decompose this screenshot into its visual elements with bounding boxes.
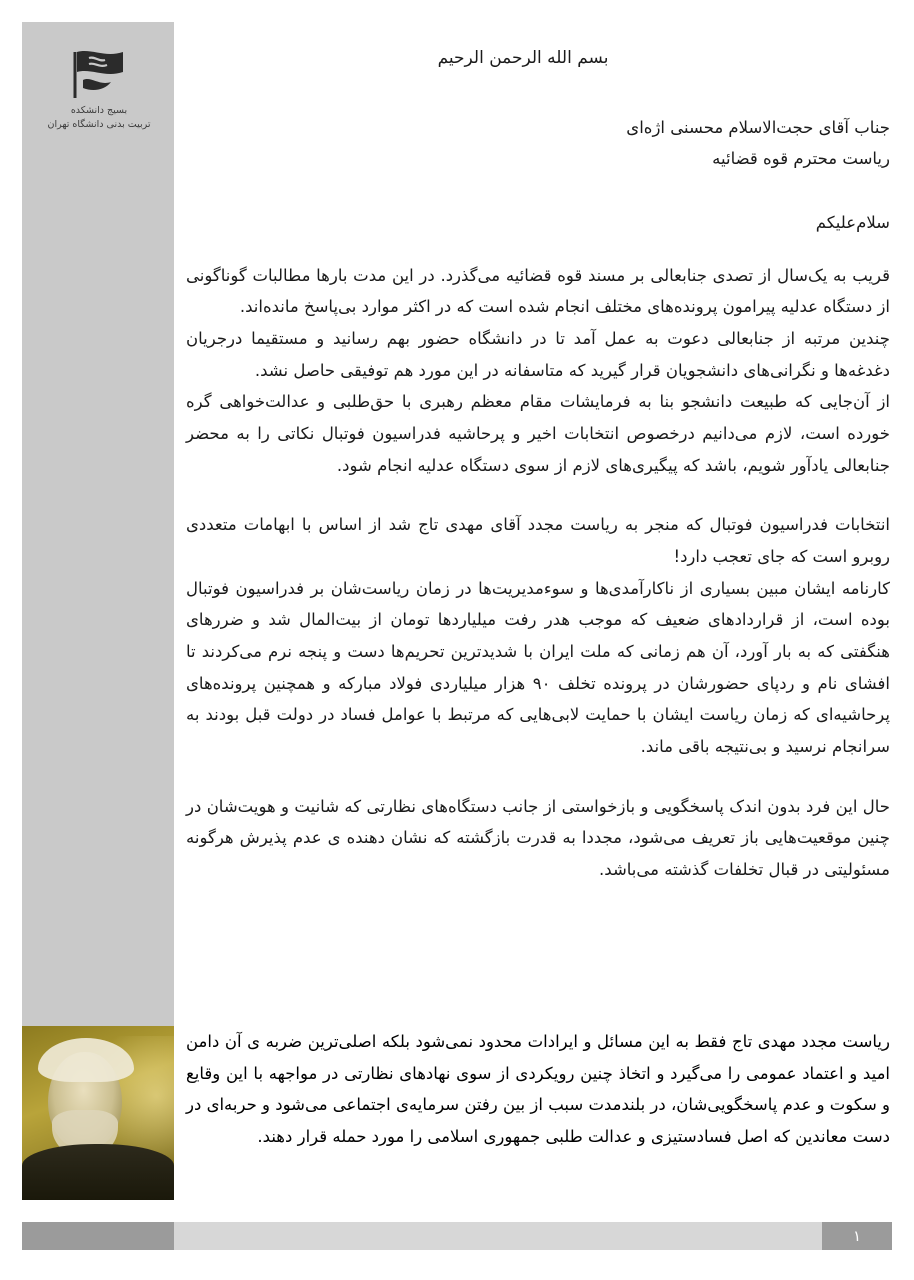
footer-segment-middle: [174, 1222, 822, 1250]
letterhead-caption-line2: تربیت بدنی دانشگاه تهران: [47, 119, 151, 130]
letter-body: [186, 30, 890, 886]
paragraph: چندین مرتبه از جنابعالی دعوت به عمل آمد تا در دانشگاه حضور بهم رسانید و مستقیما درجریان دغدغه‌ها و نگرانی‌های دانشجویان قرار گیرید که متاسفانه در این مورد هم توفیقی حاصل نشد.: [186, 329, 890, 380]
letterhead-caption: [48, 104, 151, 133]
paragraph: حال این فرد بدون اندک پاسخگویی و بازخواستی از جانب دستگاه‌های نظارتی که شانیت و هویت‌شان در چنین موقعیت‌هایی باز تعریف می‌شود، مجددا به قدرت بازگشته که نشان دهنده ی عدم پذیرش هرگونه مسئولیتی در قبال تخلفات گذشته می‌باشد.: [186, 796, 890, 880]
paragraph: ریاست مجدد مهدی تاج فقط به این مسائل و ایرادات محدود نمی‌شود بلکه اصلی‌ترین ضربه ی آن دامن امید و اعتماد عمومی را می‌گیرد و اتخاذ چنین رویکردی از سوی نهادهای نظارتی در مواجهه با این وقایع و سکوت و عدم پاسخگویی‌شان، در بلندمدت سبب از بین رفتن سرمایه‌ی اجتماعی می‌شود و حربه‌ای در دست معاندین که اصل فسادستیزی و عدالت طلبی جمهوری اسلامی را مورد حمله قرار دهند.: [186, 1032, 890, 1147]
letterhead-caption-line1: بسیج دانشکده: [70, 104, 128, 116]
photo-robe: [22, 1144, 174, 1200]
page-footer: [22, 1222, 892, 1250]
letterhead-logo: [36, 34, 162, 144]
salutation: سلام‌علیکم: [815, 212, 890, 232]
paragraph-block-2: [186, 509, 890, 762]
addressee-line2: ریاست محترم قوه قضائیه: [712, 149, 890, 169]
footer-segment-left: [22, 1222, 174, 1250]
paragraph: انتخابات فدراسیون فوتبال که منجر به ریاست مجدد آقای مهدی تاج شد از اساس با ابهامات متعددی روبرو است که جای تعجب دارد!: [186, 515, 890, 567]
paragraph-block-3: [186, 791, 890, 886]
addressee: [186, 112, 890, 175]
paragraph: قریب به یک‌سال از تصدی جنابعالی بر مسند قوه قضائیه می‌گذرد. در این مدت بارها مطالبات گوناگونی از دستگاه عدلیه پیرامون پرونده‌های مختلف انجام شده است که در اکثر موارد بی‌پاسخ مانده‌اند.: [186, 265, 890, 317]
page-number: ۱: [822, 1222, 892, 1250]
basmala: بسم الله الرحمن الرحیم: [437, 48, 609, 68]
basij-flag-logo-icon: [65, 46, 133, 102]
addressee-line1: جناب آقای حجت‌الاسلام محسنی اژه‌ای: [626, 118, 890, 137]
paragraph-block-1: [186, 260, 890, 482]
letterhead-side-band: [22, 22, 174, 1026]
portrait-photo: [22, 1026, 174, 1200]
paragraph: از آن‌جایی که طبیعت دانشجو بنا به فرمایشات مقام معظم رهبری با حق‌طلبی و عدالت‌خواهی گره خورده است، لازم می‌دانیم درخصوص انتخابات اخیر و پرحاشیه فدراسیون فوتبال نکاتی را به محضر جنابعالی یادآور شویم، باشد که پیگیری‌های لازم از سوی دستگاه عدلیه انجام شود.: [186, 392, 890, 475]
paragraph-block-4: [186, 1026, 890, 1153]
paragraph: کارنامه ایشان مبین بسیاری از ناکارآمدی‌ها و سوءمدیریت‌ها در زمان ریاست‌شان بر فدراسیون فوتبال بوده است، از قراردادهای ضعیف که موجب هدر رفت میلیاردها تومان از بیت‌المال شد و ضررهای هنگفتی که به بار آورد، آن هم زمانی که ملت ایران با شدیدترین تحریم‌ها دست و پنجه نرم می‌کردند تا افشای نام و ردپای حضورشان در پرونده تخلف ۹۰ هزار میلیاردی فولاد مبارکه و همچنین پرونده‌های پرحاشیه‌ای که زمان ریاست ایشان با حمایت لابی‌هایی که مرتبط با عوامل فساد در دولت قبل بودند به سرانجام نرسید و بی‌نتیجه باقی ماند.: [186, 578, 890, 757]
